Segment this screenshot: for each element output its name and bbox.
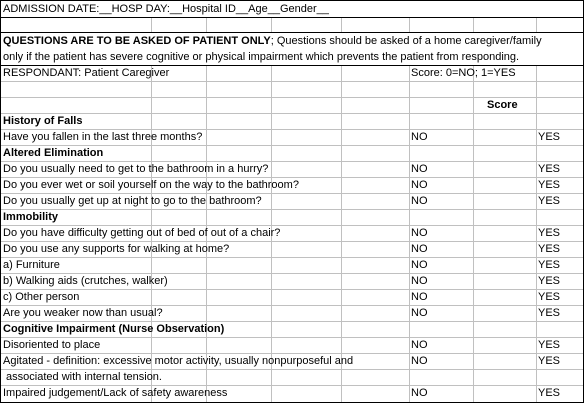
question-continuation-row <box>1 369 583 385</box>
instructions-bold: QUESTIONS ARE TO BE ASKED OF PATIENT ONLY <box>3 35 271 47</box>
yes-option[interactable]: YES <box>538 355 561 367</box>
no-option[interactable]: NO <box>411 275 428 287</box>
question-row <box>1 337 583 353</box>
instructions-line-1 <box>1 33 542 49</box>
question-text: Disoriented to place <box>3 339 101 351</box>
no-option[interactable]: NO <box>411 307 428 319</box>
instructions-line-2: only if the patient has severe cognitive or physical impairment which prevents the patient from responding. <box>3 51 520 63</box>
admission-header-row <box>1 1 583 17</box>
respondant-label: RESPONDANT: Patient Caregiver <box>3 67 170 79</box>
question-text: Impaired judgement/Lack of safety awareness <box>3 387 228 399</box>
section-falls <box>1 113 583 129</box>
question-text: Do you have difficulty getting out of bed of out of a chair? <box>3 227 281 239</box>
question-text: Do you ever wet or soil yourself on the way to the bathroom? <box>3 179 299 191</box>
score-header-row <box>1 97 583 113</box>
no-option[interactable]: NO <box>411 291 428 303</box>
yes-option[interactable]: YES <box>538 195 561 207</box>
question-text: b) Walking aids (crutches, walker) <box>3 275 168 287</box>
yes-option[interactable]: YES <box>538 339 561 351</box>
section-title: Cognitive Impairment (Nurse Observation) <box>3 323 225 335</box>
question-row <box>1 177 583 193</box>
section-elimination <box>1 145 583 161</box>
question-row <box>1 225 583 241</box>
question-row <box>1 129 583 145</box>
no-option[interactable]: NO <box>411 131 428 143</box>
instructions-rest: ; Questions should be asked of a home caregiver/family <box>270 35 542 47</box>
question-text: Have you fallen in the last three months? <box>3 131 203 143</box>
question-row <box>1 385 583 401</box>
no-option[interactable]: NO <box>411 243 428 255</box>
no-option[interactable]: NO <box>411 163 428 175</box>
section-title: Altered Elimination <box>3 147 104 159</box>
question-text: c) Other person <box>3 291 80 303</box>
score-key: Score: 0=NO; 1=YES <box>411 67 516 79</box>
instructions-row-2 <box>1 49 583 65</box>
question-text: a) Furniture <box>3 259 60 271</box>
no-option[interactable]: NO <box>411 387 428 399</box>
no-option[interactable]: NO <box>411 355 428 367</box>
no-option[interactable]: NO <box>411 179 428 191</box>
yes-option[interactable]: YES <box>538 307 561 319</box>
section-cognitive <box>1 321 583 337</box>
no-option[interactable]: NO <box>411 259 428 271</box>
yes-option[interactable]: YES <box>538 243 561 255</box>
instructions-row-1 <box>1 33 583 49</box>
admission-header: ADMISSION DATE:__HOSP DAY:__Hospital ID__Age__Gender__ <box>3 3 329 15</box>
yes-option[interactable]: YES <box>538 163 561 175</box>
question-row <box>1 193 583 209</box>
question-row <box>1 273 583 289</box>
score-header: Score <box>487 99 518 111</box>
section-immobility <box>1 209 583 225</box>
section-title: History of Falls <box>3 115 83 127</box>
question-row <box>1 305 583 321</box>
section-title: Immobility <box>3 211 59 223</box>
question-text: Agitated - definition: excessive motor activity, usually nonpurposeful and <box>3 355 354 367</box>
question-row <box>1 161 583 177</box>
question-row <box>1 289 583 305</box>
yes-option[interactable]: YES <box>538 227 561 239</box>
question-text-continued: associated with internal tension. <box>3 371 162 383</box>
no-option[interactable]: NO <box>411 227 428 239</box>
no-option[interactable]: NO <box>411 339 428 351</box>
question-row <box>1 257 583 273</box>
grid-row-line <box>1 81 583 82</box>
respondant-row <box>1 65 583 81</box>
question-text: Do you usually need to get to the bathroom in a hurry? <box>3 163 269 175</box>
question-text: Do you usually get up at night to go to the bathroom? <box>3 195 262 207</box>
yes-option[interactable]: YES <box>538 259 561 271</box>
yes-option[interactable]: YES <box>538 131 561 143</box>
question-text: Do you use any supports for walking at home? <box>3 243 230 255</box>
question-row <box>1 353 583 369</box>
yes-option[interactable]: YES <box>538 179 561 191</box>
question-text: Are you weaker now than usual? <box>3 307 163 319</box>
no-option[interactable]: NO <box>411 195 428 207</box>
yes-option[interactable]: YES <box>538 291 561 303</box>
yes-option[interactable]: YES <box>538 387 561 399</box>
yes-option[interactable]: YES <box>538 275 561 287</box>
question-row <box>1 241 583 257</box>
